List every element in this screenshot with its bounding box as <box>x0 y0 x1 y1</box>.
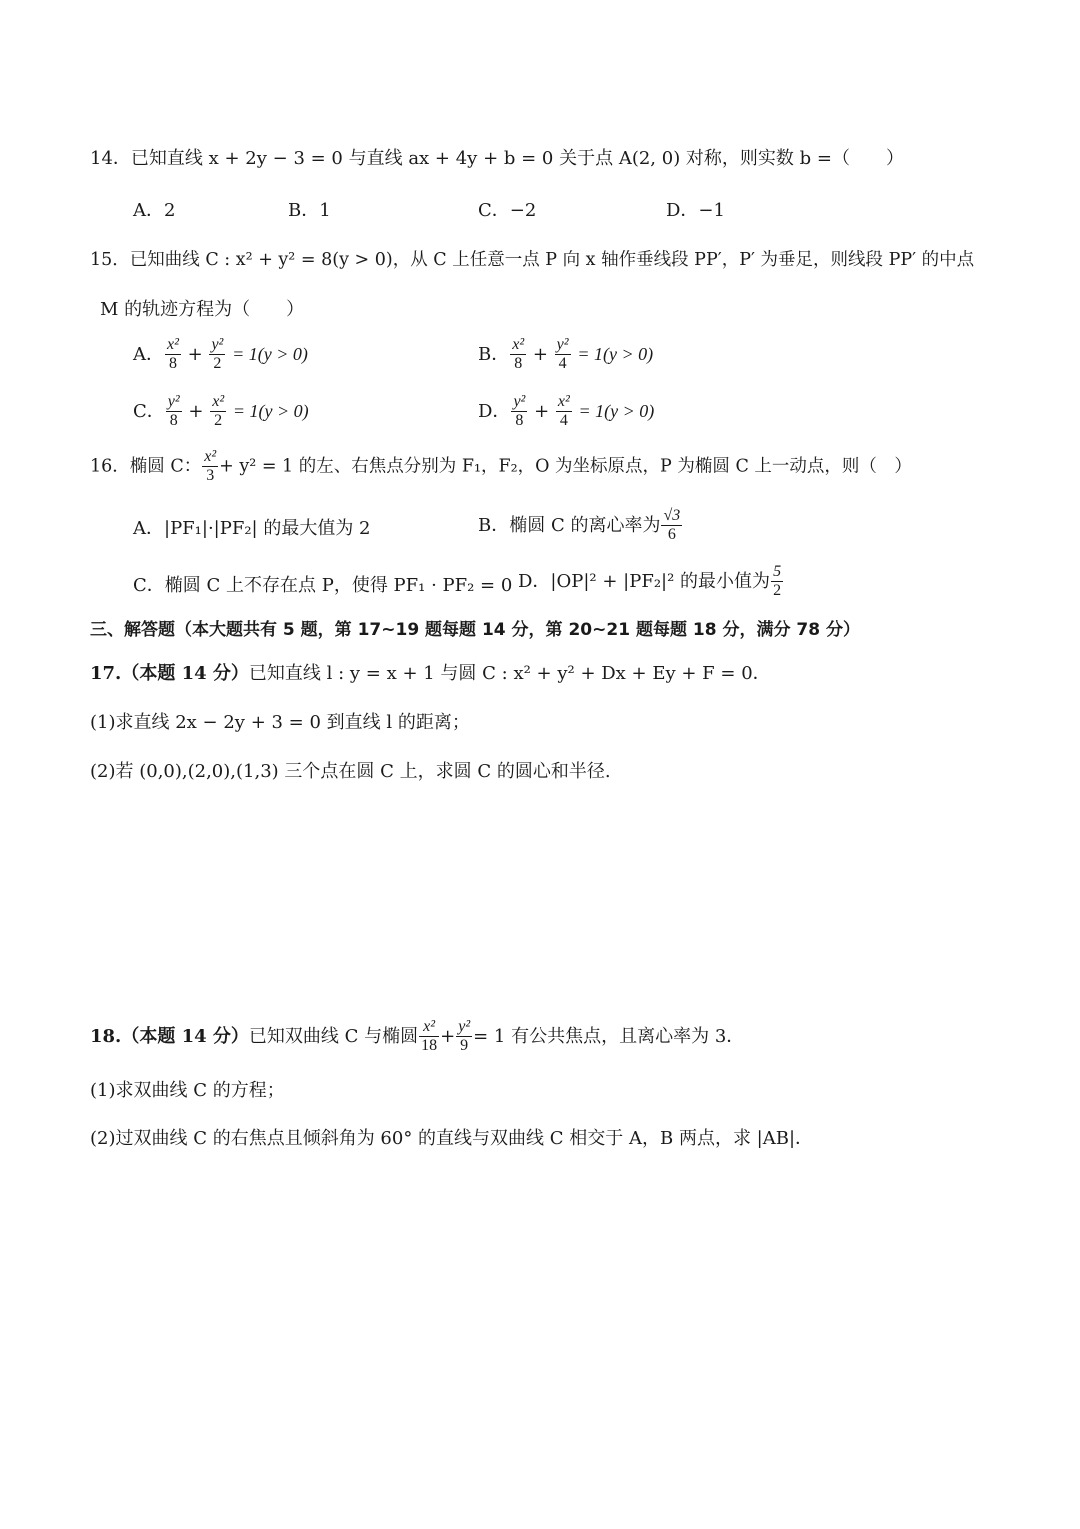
q16-option-b: B．椭圆 C 的离心率为 $\frac{√3}{6}$ <box>478 507 681 544</box>
fraction: $\frac{\text{x²}}{18}$ <box>421 1018 438 1055</box>
q18-part-1: (1)求双曲线 C 的方程； <box>90 1080 285 1101</box>
q14-stem: 14．已知直线 x + 2y − 3 = 0 与直线 ax + 4y + b = 0 关于点 A(2, 0) 对称，则实数 b =（ ） <box>90 148 904 169</box>
q14-option-c: C．−2 <box>478 200 537 221</box>
fraction: $\frac{\text{y²}}{9}$ <box>458 1018 471 1055</box>
q14-option-b: B．1 <box>288 200 331 221</box>
q17-stem: 17.（本题 14 分）已知直线 l : y = x + 1 与圆 C : x² + y² + Dx + Ey + F = 0． <box>90 663 771 684</box>
q17-part-2: (2)若 (0,0),(2,0),(1,3) 三个点在圆 C 上，求圆 C 的圆心和半径. <box>90 761 611 782</box>
q15-stem-line2: M 的轨迹方程为（ ） <box>100 299 305 320</box>
fraction: $\frac{5}{2}$ <box>773 563 782 600</box>
q15-stem: 15．已知曲线 C : x² + y² = 8(y > 0)，从 C 上任意一点 P 向 x 轴作垂线段 PP′，P′ 为垂足，则线段 PP′ 的中点 <box>90 250 975 270</box>
q15-option-c: C． $\frac{\text{y²}}{8}$ + $\frac{\text{x²}}{2}$ = 1(y > 0) <box>133 393 309 430</box>
fraction: $\frac{\text{x²}}{4}$ <box>557 393 570 430</box>
q14-option-a: A．2 <box>133 200 176 221</box>
q14-option-d: D．−1 <box>666 200 725 221</box>
fraction: $\frac{\text{x²}}{8}$ <box>167 336 179 373</box>
fraction: $\frac{√3}{6}$ <box>663 507 681 544</box>
q16-option-d: D．|OP|² + |PF₂|² 的最小值为 $\frac{5}{2}$ <box>518 563 782 600</box>
fraction: $\frac{\text{x²}}{2}$ <box>212 393 225 430</box>
q15-option-a: A． $\frac{\text{x²}}{8}$ + $\frac{\text{y²}}{2}$ = 1(y > 0) <box>133 336 308 373</box>
fraction: $\frac{\text{x²}}{3}$ <box>204 448 217 485</box>
fraction: $\frac{\text{y²}}{8}$ <box>513 393 526 430</box>
q18-part-2: (2)过双曲线 C 的右焦点且倾斜角为 60° 的直线与双曲线 C 相交于 A，B 两点，求 |AB|． <box>90 1128 814 1149</box>
fraction: $\frac{\text{y²}}{4}$ <box>556 336 569 373</box>
q17-part-1: (1)求直线 2x − 2y + 3 = 0 到直线 l 的距离； <box>90 712 470 733</box>
fraction: $\frac{\text{x²}}{8}$ <box>512 336 525 373</box>
fraction: $\frac{\text{y²}}{8}$ <box>167 393 180 430</box>
q16-stem: 16．椭圆 C： $\frac{\text{x²}}{3}$ + y² = 1 的左、右焦点分别为 F₁，F₂，O 为坐标原点，P 为椭圆 C 上一动点，则（ ） <box>90 448 912 485</box>
q16-option-c: C．椭圆 C 上不存在点 P，使得 PF₁ · PF₂ = 0 <box>133 575 513 596</box>
section-heading: 三、解答题（本大题共有 5 题，第 17~19 题每题 14 分，第 20~21 题每题 18 分，满分 78 分） <box>90 620 860 640</box>
q15-option-d: D． $\frac{\text{y²}}{8}$ + $\frac{\text{x²}}{4}$ = 1(y > 0) <box>478 393 655 430</box>
q16-option-a: A．|PF₁|·|PF₂| 的最大值为 2 <box>133 518 371 539</box>
fraction: $\frac{\text{y²}}{2}$ <box>211 336 224 373</box>
q18-stem: 18.（本题 14 分）已知双曲线 C 与椭圆 $\frac{\text{x²}}{18}$ + $\frac{\text{y²}}{9}$ = 1 有公共焦点，且离心率为 3． <box>90 1018 745 1055</box>
q15-option-b: B． $\frac{\text{x²}}{8}$ + $\frac{\text{y²}}{4}$ = 1(y > 0) <box>478 336 654 373</box>
